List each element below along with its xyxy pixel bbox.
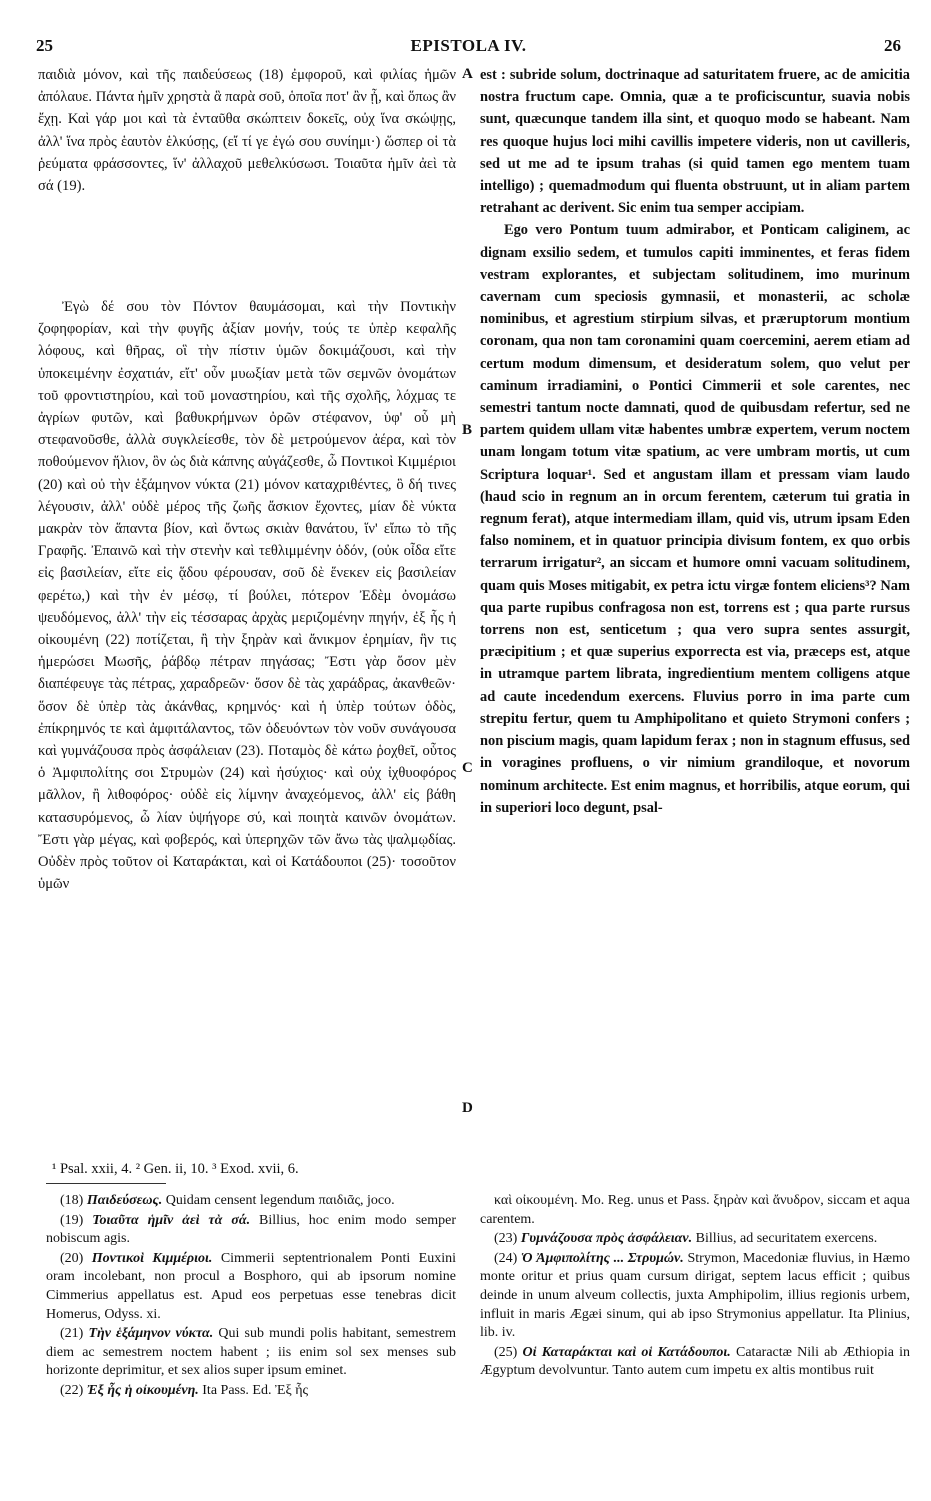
note-18: (18) Παιδεύσεως. Quidam censent legendum παιδιᾶς, joco. [60,1193,395,1208]
margin-marker-b: B [462,422,473,438]
greek-column-main [38,296,456,895]
latin-paragraph-2: Ego vero Pontum tuum admirabor, et Ponticam caliginem, ac dignam exsilio sedem, et tumulos capiti imminentes, et feras fidem vestram explorantes, et subjectam solitudinem, imo murinum cavernam cum speciosis gymnasii, et monasterii, ac scholæ nominibus, et agrestium stirpium silvas, et præruptorum montium coronam, qua non tam coronamini quam coercemini, aerem etiam ad certum modum dimensum, et desideratum solem, quo velut per caminum irradiamini, o Pontici Cimmerii et sole carentes, nec semestri tantum nocte damnati, quod de quibusdam refertur, sed ne partem quidem ullam vitæ habentes umbræ expertem, verum noctem unam longam totum vitæ spatium, ac vere umbram mortis, ut cum Scriptura loquar¹. Sed et angustam illam et pressam viam laudo (haud scio in regnum an in orcum ferentem, cæterum tui gratia in regnum ferat), atque intermediam illam, quid vis, utrum ipsam Eden falso nominem, et in quatuor principia divisum fontem, ex quo orbis terrarum irrigatur², an siccam et humore omni vacuam solitudinem, quam quis Moses mitigabit, ex petra ictu virgæ fontem eliciens³? Nam qua parte rupibus confragosa non est, torrens est ; qua parte rursus torrens non est, senticetum ; qua vero supra sentes assurgit, præcipitium ; et quæ superius exporrecta est via, præceps est, atque in utramque partem librata, ingredientium mentem colligens atque ad caute incedendum exercens. Fluvius porro in ima parte cum strepitu fertur, quem tu Amphipolitano et quieto Strymoni confers ; non piscium magis, quam lapidum ferax ; non in stagnum effusus, sed in voragines profluens, o vir nimium grandiloque, et novorum nominum architecte. Est enim magnus, et horribilis, atque eorum, qui in superiori loco degunt, psal- [480,222,910,816]
greek-column-top [38,64,456,197]
note-20: (20) Ποντικοὶ Κιμμέριοι. Cimmerii septentrionalem Ponti Euxini oram incolebant, non procul a Bosphoro, qui ab ipsorum nomine Cimmerius appellatus est. Apud eos perpetuas esse tenebras dicit Homerus, Odyss. xi. [46,1250,457,1322]
note-21: (21) Τὴν ἑξάμηνον νύκτα. Qui sub mundi polis habitant, semestrem diem ac semestrem noctem habent ; iis enim sol sex menses sub horizonte deprimitur, et sex alios super ipsum eminet. [46,1326,457,1379]
note-22-continued: καὶ οἰκουμένη. Mo. Reg. unus et Pass. ξηρὰν καὶ ἄνυδρον, siccam et aqua carentem. [480,1193,910,1227]
running-title: EPISTOLA IV. [410,36,527,55]
margin-marker-c: C [462,760,473,776]
latin-paragraph-1: est : subride solum, doctrinaque ad saturitatem fruere, ac de amicitia nostra fructum cape. Omnia, quæ a te proficiscuntur, suavia nobis sunt, quæcunque tandem illa sint, et quoquo modo se habeant. Nam res quoque hujus loci mihi cavillis impetere videris, non ut cavilleris, sed ut me ad te ipsum trahas (si quid tamen ego mentem tuam intelligo) ; quemadmodum qui fluenta obstruunt, ut in aliam partem retrahant ac derivent. Sic enim tua semper accipiam. [480,67,910,217]
page-number-right: 26 [884,36,901,55]
note-23: (23) Γυμνάζουσα πρὸς ἀσφάλειαν. Billius, ad securitatem exercens. [494,1231,878,1247]
notes-left-column [46,1192,456,1402]
page-number-left: 25 [36,36,53,55]
scripture-references: ¹ Psal. xxii, 4. ² Gen. ii, 10. ³ Exod. xvii, 6. [52,1161,299,1177]
margin-marker-d: D [462,1100,473,1116]
note-24: (24) Ὁ Ἀμφιπολίτης ... Στρυμών. Strymon, Macedoniæ fluvius, in Hæmo monte oritur et prius quam cursum dirigat, septem lacus efficit ; quibus deinde in unum alveum collectis, juxta Amphipolim, illius regionis urbem, influit in maris Ægæi sinum, qui ab ipso Strymonius appellatur. Ita Plinius, lib. iv. [480,1250,911,1341]
margin-marker-a: A [462,66,473,82]
notes-right-column [480,1192,910,1382]
greek-paragraph-2: Ἐγὼ δέ σου τὸν Πόντον θαυμάσομαι, καὶ τὴν Ποντικὴν ζοφηφορίαν, καὶ τὴν φυγῆς ἀξίαν μονήν, τούς τε ὑπὲρ κεφαλῆς λόφους, καὶ θῆρας, οἳ τὴν πίστιν ὑμῶν δοκιμάζουσι, καὶ τὴν ὑποκειμένην ἐσχατιάν, εἴτ' οὖν μυωξίαν μετὰ τῶν σεμνῶν ὀνομάτων τοῦ φροντιστηρίου, καὶ τοῦ μοναστηρίου, καὶ τῆς σχολῆς, λόχμας τε ἀγρίων φυτῶν, καὶ βαθυκρήμνων ὀρῶν στέφανον, ὑφ' οὗ μὴ στεφανοῦσθε, ἀλλὰ συγκλείεσθε, τὸν δὲ μετρούμενον ἀέρα, καὶ τὸν ποθούμενον ἥλιον, ὃν ὡς διὰ κάπνης αὐγάζεσθε, ὦ Ποντικοὶ Κιμμέριοι (20) καὶ οὐ τὴν ἑξάμηνον νύκτα (21) μόνον καταχριθέντες, ὃ δή τινες λέγουσιν, ἀλλ' οὐδὲ μέρος τῆς ζωῆς ἄσκιον ἔχοντες, μίαν δὲ νύκτα μακρὰν τὸν ἅπαντα βίον, καὶ ὄντως σκιὰν θανάτου, ἵν' εἴπω τὸ τῆς Γραφῆς. Ἐπαινῶ καὶ τὴν στενὴν καὶ τεθλιμμένην ὁδόν, (οὐκ οἶδα εἴτε εἰς βασιλείαν, εἴτε εἰς ᾅδου φέρουσαν, σοῦ δὲ ἕνεκεν εἰς βασιλείαν φερέτω,) καὶ τὴν ἐν μέσῳ, τί βούλει, πότερον Ἐδὲμ ὀνομάσω ψευδόμενος, ἀλλ' τὴν εἰς τέσσαρας ἀρχὰς μεριζομένην πηγήν, ἐξ ἧς ἡ οἰκουμένη (22) ποτίζεται, ἢ τὴν ξηρὰν καὶ ἄνικμον ἐρημίαν, ἣν τις ἡμερώσει Μωσῆς, ῥάβδῳ πέτραν πηγάσας; Ἔστι γὰρ ὅσον μὲν διαπέφευγε τὰς πέτρας, χαραδρεῶν· ὅσον δὲ τὰς χαράδρας, ἀκανθεῶν· ὅσον δὲ ὑπὲρ τὰς ἀκάνθας, κρημνός· καὶ ἡ ὑπὲρ τούτων ὁδὸς, ἐπίκρημνός τε καὶ ἀμφιτάλαντος, τῶν ὁδευόντων τὸν νοῦν συνάγουσα καὶ γυμνάζουσα πρὸς ἀσφάλειαν (23). Ποταμὸς δὲ κάτω ῥοχθεῖ, οὗτος ὁ Ἀμφιπολίτης σοι Στρυμὼν (24) καὶ ἡσύχιος· καὶ οὐχ ἰχθυοφόρος μᾶλλον, ἢ λιθοφόρος· οὐδὲ εἰς λίμνην ἀναχεόμενος, ἀλλ' εἰς βάθη κατασυρόμενος, ὦ λίαν ὑψήγορε σύ, καὶ ποιητὰ καινῶν ὀνομάτων. Ἔστι γὰρ μέγας, καὶ φοβερός, καὶ ὑπερηχῶν τῶν ἄνω τὰς ψαλμῳδίας. Οὐδὲν πρὸς τοῦτον οἱ Καταράκται, καὶ οἱ Κατάδουποι (25)· τοσοῦτον ὑμῶν [38,299,456,893]
note-19: (19) Τοιαῦτα ἡμῖν ἀεὶ τὰ σά. Billius, hoc enim modo semper nobiscum agis. [46,1212,456,1247]
page-header [36,36,901,58]
note-25: (25) Οἱ Καταράκται καὶ οἱ Κατάδουποι. Cataractæ Nili ab Æthiopia in Ægyptum devolvuntur. Tanto autem cum impetu ex altis montibus ruit [480,1344,911,1379]
latin-column [480,64,910,819]
footnote-divider [46,1183,166,1184]
greek-paragraph-1: παιδιὰ μόνον, καὶ τῆς παιδεύσεως (18) ἐμφοροῦ, καὶ φιλίας ἡμῶν ἀπόλαυε. Πάντα ἡμῖν χρηστὰ ἃ παρὰ σοῦ, ὁποῖα ποτ' ἂν ᾖ, καὶ ὅπως ἂν ἔχῃ. Καὶ γάρ μοι καὶ τὰ ἐνταῦθα σκώπτειν δοκεῖς, οὐχ ἵνα σκώψῃς, ἀλλ' ἵνα πρὸς ἑαυτὸν ἑλκύσῃς, (εἴ τί γε ἐγώ σου συνίημι·) ὥσπερ οἱ τὰ ῥεύματα φράσσοντες, ἵν' ἀλλαχοῦ μεθελκύσωσι. Τοιαῦτα ἡμῖν ἀεὶ τὰ σά (19). [38,67,456,195]
note-22: (22) Ἐξ ἧς ἡ οἰκουμένη. Ita Pass. Ed. Ἐξ ἧς [60,1382,309,1398]
